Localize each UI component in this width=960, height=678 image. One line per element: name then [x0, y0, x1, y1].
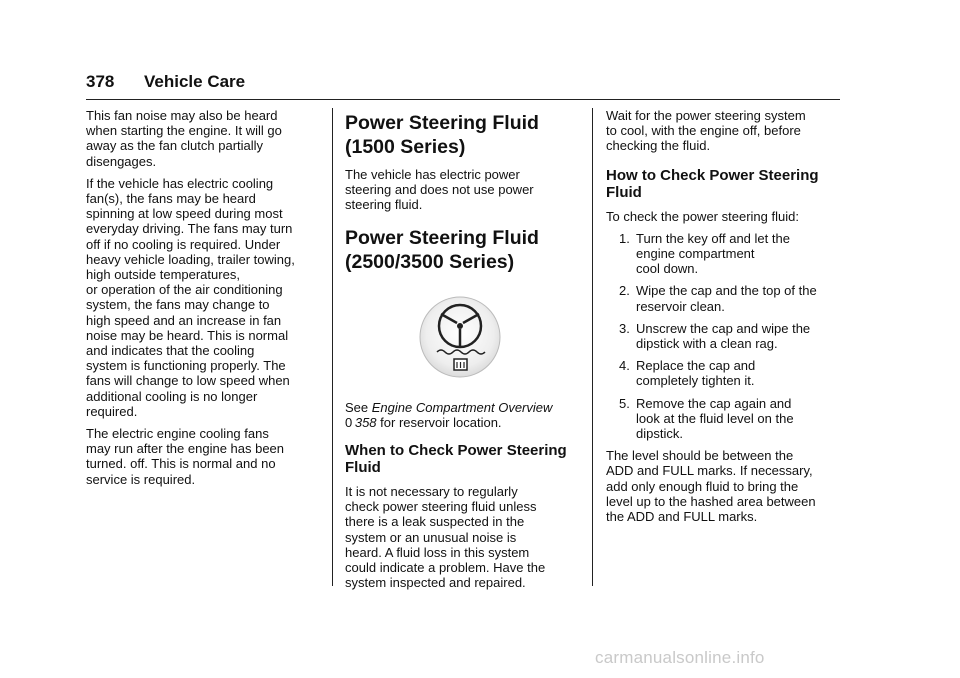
- text-line: Wipe the cap and the top of the: [636, 283, 817, 299]
- step-number: 5.: [619, 395, 630, 411]
- heading-line: Fluid: [345, 459, 381, 477]
- paragraph-wait-cool: [606, 108, 842, 154]
- text-line: or operation of the air conditioning: [86, 282, 283, 298]
- paragraph-level: [606, 448, 842, 524]
- text-line: service is required.: [86, 471, 196, 487]
- column-divider-left: [332, 108, 333, 586]
- text-line: [345, 400, 587, 415]
- column-2: [345, 108, 587, 597]
- page-number: 378: [86, 72, 115, 91]
- header-rule: [86, 99, 840, 100]
- steps-list: [606, 231, 842, 441]
- text-line: look at the fluid level on the: [636, 410, 794, 426]
- text-line: Unscrew the cap and wipe the: [636, 320, 811, 336]
- list-item: [606, 231, 842, 277]
- step-number: 2.: [619, 283, 630, 299]
- paragraph-electric-steering: [345, 167, 587, 213]
- heading-power-steering-2500-3500: [345, 226, 587, 274]
- column-divider-right: [592, 108, 593, 586]
- list-item: [606, 358, 842, 388]
- heading-line: How to Check Power Steering: [606, 166, 819, 184]
- see-prefix: See: [345, 399, 372, 415]
- heading-when-to-check: [345, 442, 587, 476]
- text-line: to cool, with the engine off, before: [606, 123, 801, 139]
- text-line: reservoir clean.: [636, 298, 725, 314]
- text-line: level up to the hashed area between: [606, 493, 816, 509]
- list-item: [606, 321, 842, 351]
- text-line: checking the fluid.: [606, 138, 711, 154]
- reference-page[interactable]: 358: [354, 414, 377, 430]
- heading-power-steering-1500: [345, 111, 587, 159]
- text-line: noise may be heard. This is normal: [86, 327, 289, 343]
- column-3: [606, 108, 842, 531]
- text-line: The electric engine cooling fans: [86, 426, 269, 442]
- text-line: spinning at low speed during most: [86, 206, 283, 222]
- section-title: Vehicle Care: [144, 72, 246, 91]
- paragraph-after-run: [86, 426, 326, 487]
- text-line: dipstick.: [636, 426, 683, 442]
- power-steering-fluid-icon: [345, 292, 587, 392]
- text-line: and indicates that the cooling: [86, 343, 255, 359]
- heading-how-to-check: [606, 167, 842, 201]
- text-line: Turn the key off and let the: [636, 230, 790, 246]
- heading-line: Power Steering Fluid: [345, 226, 539, 249]
- text-line: steering and does not use power: [345, 182, 534, 198]
- text-line: Replace the cap and: [636, 358, 756, 374]
- text-line: system inspected and repaired.: [345, 575, 526, 591]
- text-line: system is functioning properly. The: [86, 358, 286, 374]
- text-line: Wait for the power steering system: [606, 108, 806, 123]
- text-line: If the vehicle has electric cooling: [86, 175, 274, 191]
- text-line: there is a leak suspected in the: [345, 514, 525, 530]
- text-line: away as the fan clutch partially: [86, 138, 264, 154]
- text-line: additional cooling is no longer: [86, 388, 258, 404]
- text-line: system or an unusual noise is: [345, 529, 517, 545]
- text-line: check power steering fluid unless: [345, 499, 537, 515]
- text-line: off if no cooling is required. Under: [86, 236, 281, 252]
- text-line: high speed and an increase in fan: [86, 312, 282, 328]
- text-line: dipstick with a clean rag.: [636, 336, 778, 352]
- text-line: cool down.: [636, 261, 699, 277]
- paragraph-electric-fans: [86, 176, 326, 419]
- text-line: heavy vehicle loading, trailer towing,: [86, 251, 295, 267]
- list-item: [606, 396, 842, 442]
- heading-line: (1500 Series): [345, 136, 466, 158]
- paragraph-see-reference: [345, 400, 587, 430]
- reference-link[interactable]: Engine Compartment Overview: [371, 399, 553, 415]
- watermark: carmanualsonline.info: [595, 648, 765, 667]
- text-line: completely tighten it.: [636, 373, 755, 389]
- text-line: could indicate a problem. Have the: [345, 560, 546, 576]
- text-line: The vehicle has electric power: [345, 167, 520, 182]
- text-line: ADD and FULL marks. If necessary,: [606, 463, 813, 479]
- text-line: disengages.: [86, 153, 157, 169]
- text-line: steering fluid.: [345, 197, 423, 213]
- text-line: engine compartment: [636, 246, 755, 262]
- text-line: [345, 415, 587, 430]
- text-line: fan(s), the fans may be heard: [86, 191, 256, 207]
- step-number: 1.: [619, 230, 630, 246]
- text-line: required.: [86, 403, 138, 419]
- text-line: high outside temperatures,: [86, 267, 240, 283]
- text-line: Remove the cap again and: [636, 395, 792, 411]
- text-line: add only enough fluid to bring the: [606, 478, 799, 494]
- paragraph-fan-noise: [86, 108, 326, 169]
- heading-line: (2500/3500 Series): [345, 250, 515, 273]
- text-line: when starting the engine. It will go: [86, 123, 282, 139]
- step-number: 3.: [619, 320, 630, 336]
- steps-intro: To check the power steering fluid:: [606, 208, 799, 224]
- heading-line: Fluid: [606, 183, 642, 201]
- text-line: everyday driving. The fans may turn: [86, 221, 293, 237]
- text-line: The level should be between the: [606, 448, 794, 464]
- paragraph-when-to-check: [345, 484, 587, 590]
- text-line: system, the fans may change to: [86, 297, 270, 313]
- text-line: This fan noise may also be heard: [86, 108, 278, 123]
- text-line: It is not necessary to regularly: [345, 484, 518, 500]
- step-number: 4.: [619, 358, 630, 374]
- heading-line: When to Check Power Steering: [345, 442, 567, 460]
- text-line: heard. A fluid loss in this system: [345, 544, 530, 560]
- text-line: fans will change to low speed when: [86, 373, 290, 389]
- reference-arrow-icon: 0: [345, 414, 353, 430]
- page-header: [86, 70, 840, 100]
- text-line: the ADD and FULL marks.: [606, 509, 758, 525]
- reference-suffix: for reservoir location.: [376, 414, 502, 430]
- text-line: may run after the engine has been: [86, 441, 285, 457]
- power-steering-fluid-icon: [345, 292, 587, 392]
- text-line: turned. off. This is normal and no: [86, 456, 276, 472]
- list-item: [606, 283, 842, 313]
- column-1: [86, 108, 326, 494]
- heading-line: Power Steering Fluid: [345, 112, 539, 134]
